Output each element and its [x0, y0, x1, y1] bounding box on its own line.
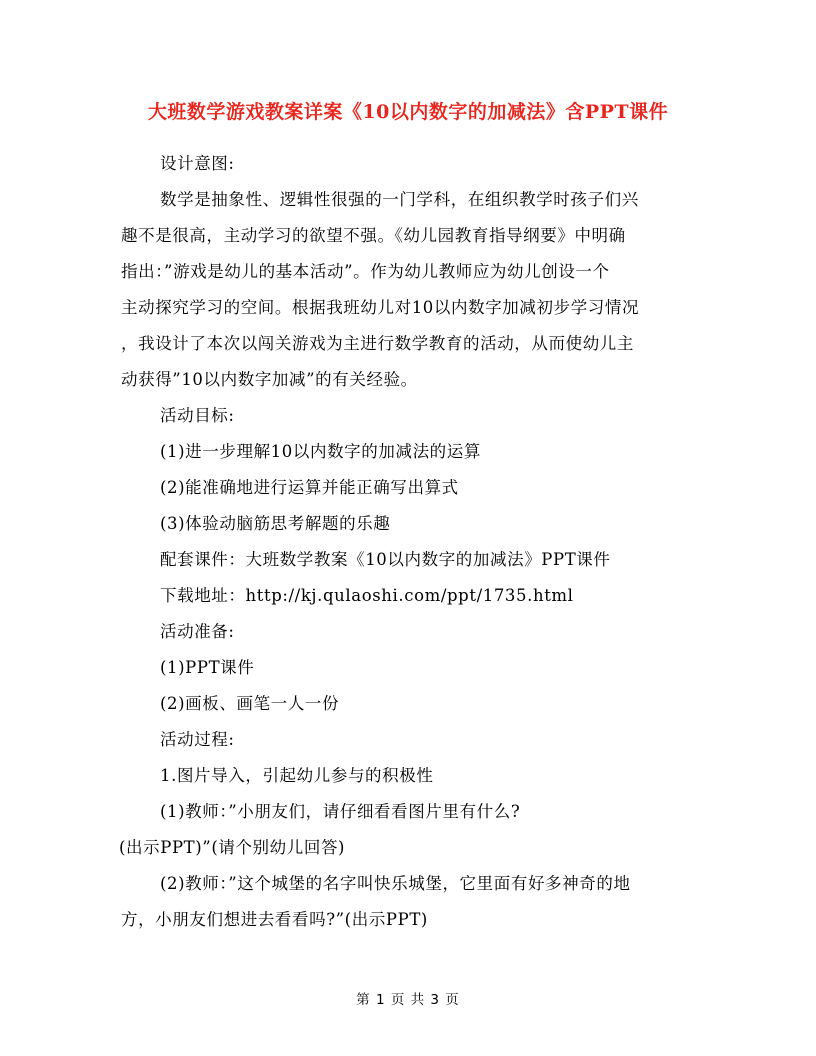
text-line: (3)体验动脑筋思考解题的乐趣	[160, 514, 391, 533]
text-line: (1)PPT课件	[160, 658, 255, 677]
document-title: 大班数学游戏教案详案《10以内数字的加减法》含PPT课件	[147, 101, 669, 123]
text-line: (2)能准确地进行运算并能正确写出算式	[160, 478, 459, 497]
text-line: 数学是抽象性、逻辑性很强的一门学科，在组织教学时孩子们兴	[160, 190, 639, 209]
text-line: 1.图片导入，引起幼儿参与的积极性	[160, 766, 434, 785]
text-line: 活动目标:	[160, 406, 235, 425]
text-line: (出示PPT)”(请个别幼儿回答)	[119, 838, 346, 857]
page-footer: 第 1 页 共 3 页	[356, 992, 460, 1008]
text-line: 主动探究学习的空间。根据我班幼儿对10以内数字加减初步学习情况	[121, 298, 640, 317]
text-line: 动获得”10以内数字加减”的有关经验。	[121, 370, 418, 389]
text-line: 设计意图:	[160, 154, 235, 173]
text-line: 趣不是很高，主动学习的欲望不强。《幼儿园教育指导纲要》中明确	[121, 226, 626, 245]
text-line: 配套课件：大班数学教案《10以内数字的加减法》PPT课件	[160, 550, 611, 569]
text-line: 活动过程:	[160, 730, 235, 749]
text-line: (1)进一步理解10以内数字的加减法的运算	[160, 442, 481, 461]
text-line: (1)教师：”小朋友们，请仔细看看图片里有什么?	[160, 802, 521, 821]
text-line: ，我设计了本次以闯关游戏为主进行数学教育的活动，从而使幼儿主	[121, 334, 634, 353]
document-body	[121, 146, 701, 938]
download-link-line: 下载地址：http://kj.qulaoshi.com/ppt/1735.html	[160, 586, 574, 605]
text-line: (2)教师：”这个城堡的名字叫快乐城堡，它里面有好多神奇的地	[160, 874, 631, 893]
text-line: 方，小朋友们想进去看看吗?”(出示PPT)	[121, 910, 428, 929]
text-line: 活动准备:	[160, 622, 235, 641]
text-line: (2)画板、画笔一人一份	[160, 694, 340, 713]
text-line: 指出：”游戏是幼儿的基本活动”。作为幼儿教师应为幼儿创设一个	[121, 262, 610, 281]
